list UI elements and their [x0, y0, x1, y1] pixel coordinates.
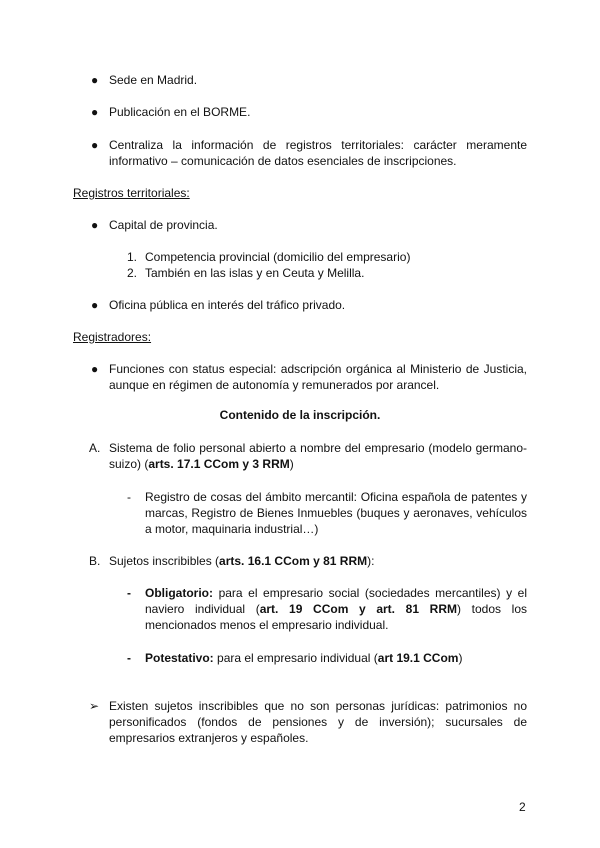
- bullet-centraliza: Centraliza la información de registros territoriales: carácter meramente informativo – comunicación de datos esenciales de inscripciones.: [109, 138, 527, 168]
- sub-item-number: 2.: [127, 266, 138, 280]
- item-letter-a: A.: [89, 441, 101, 455]
- dash-icon: -: [127, 490, 131, 504]
- section-title-contenido: Contenido de la inscripción.: [219, 408, 381, 422]
- item-a-text: Sistema de folio personal abierto a nombre del empresario (modelo germano-suizo) (arts. 17.1 CCom y 3 RRM): [109, 441, 527, 471]
- dash-icon: -: [127, 651, 131, 665]
- bullet-dot-icon: ●: [91, 138, 99, 152]
- sub-item-competencia: Competencia provincial (domicilio del empresario): [145, 250, 411, 264]
- item-existen-sujetos: Existen sujetos inscribibles que no son personas jurídicas: patrimonios no personificados (fondos de pensiones y de inversión); sucursales de empresarios extranjeros y españoles.: [109, 699, 527, 745]
- item-potestativo: Potestativo: para el empresario individual (art 19.1 CCom): [145, 651, 463, 665]
- bullet-dot-icon: ●: [91, 218, 99, 232]
- item-letter-b: B.: [89, 554, 101, 568]
- bullet-dot-icon: ●: [91, 73, 99, 87]
- bullet-capital: Capital de provincia.: [109, 218, 218, 232]
- bullet-funciones: Funciones con status especial: adscripción orgánica al Ministerio de Justicia, aunque en régimen de autonomía y remunerados por arancel.: [109, 362, 527, 392]
- page-number: 2: [519, 800, 526, 814]
- bullet-publicacion: Publicación en el BORME.: [109, 105, 251, 119]
- dash-icon: -: [127, 586, 131, 600]
- bullet-sede: Sede en Madrid.: [109, 73, 198, 87]
- bullet-dot-icon: ●: [91, 362, 99, 376]
- bullet-oficina: Oficina pública en interés del tráfico privado.: [109, 298, 346, 312]
- item-obligatorio: Obligatorio: para el empresario social (sociedades mercantiles) y el naviero individual (art. 19 CCom y art. 81 RRM) todos los mencionados menos el empresario individual.: [145, 586, 527, 632]
- sub-item-number: 1.: [127, 250, 138, 264]
- item-a-sub-registro: Registro de cosas del ámbito mercantil: Oficina española de patentes y marcas, Registro de Bienes Inmuebles (buques y aeronaves, vehículos a motor, maquinaria industrial…): [145, 490, 527, 536]
- sub-item-islas: También en las islas y en Ceuta y Melilla.: [145, 266, 365, 280]
- item-b-text: Sujetos inscribibles (arts. 16.1 CCom y 81 RRM):: [109, 554, 375, 568]
- arrow-bullet-icon: ➢: [89, 699, 100, 713]
- bullet-dot-icon: ●: [91, 105, 99, 119]
- heading-registradores: Registradores:: [73, 330, 152, 344]
- heading-registros-territoriales: Registros territoriales:: [73, 186, 190, 200]
- bullet-dot-icon: ●: [91, 298, 99, 312]
